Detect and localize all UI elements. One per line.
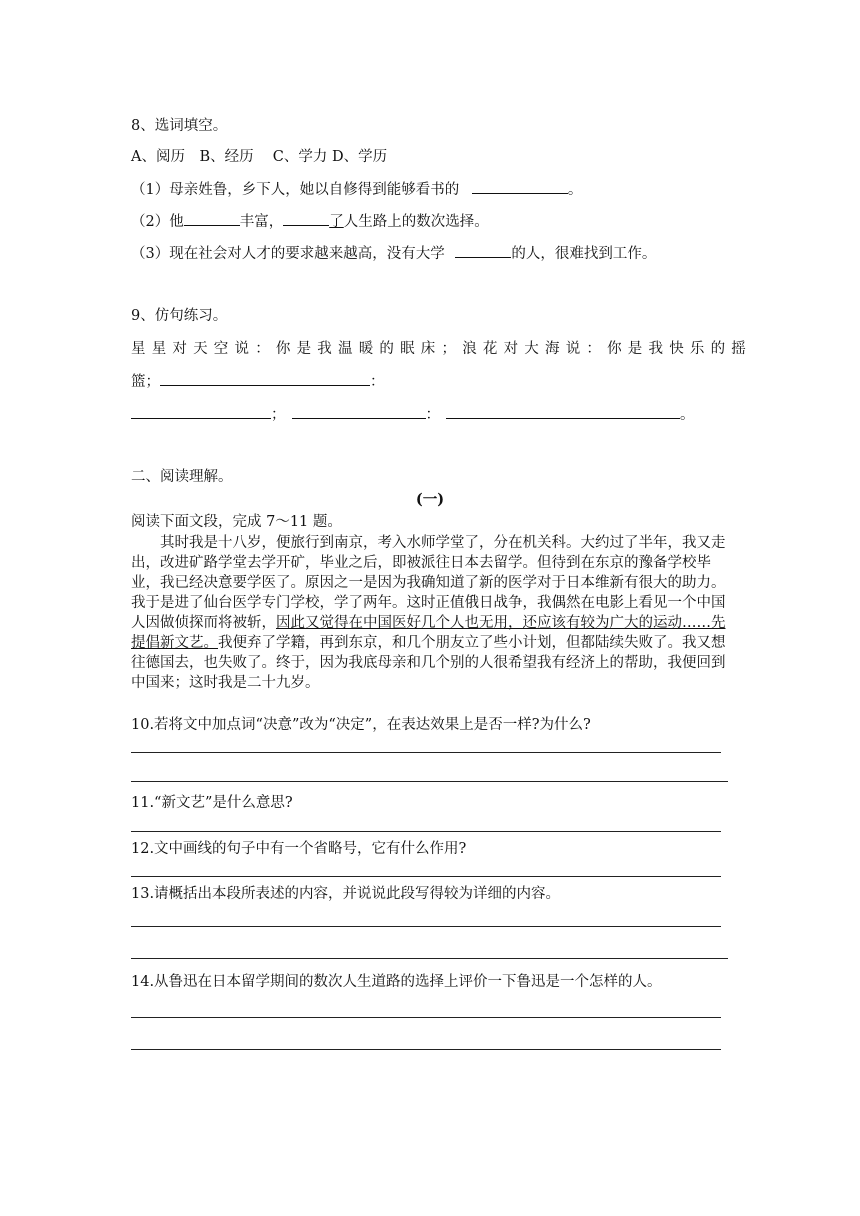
- q8-s2-mid1: 丰富，: [239, 214, 284, 230]
- q9-answer-line-2: [131, 404, 695, 425]
- q8-blank-4[interactable]: [455, 243, 511, 258]
- question-12: 12.文中画线的句子中有一个省略号，它有什么作用?: [131, 841, 467, 857]
- answer-line[interactable]: [131, 1049, 721, 1050]
- q8-blank-3[interactable]: [283, 211, 329, 226]
- q9-period: 。: [680, 407, 695, 423]
- q8-s2-pre: （2）他: [131, 214, 184, 230]
- q8-sentence-2: [131, 211, 489, 232]
- q9-answer-line-1: [131, 371, 385, 392]
- reading-instruction: 阅读下面文段，完成 7～11 题。: [131, 514, 342, 530]
- answer-line[interactable]: [131, 752, 721, 753]
- passage-underlined-sentence: 因此又觉得在中国医好几个人也无用，还应该有较为广大的运动……先提倡新文艺。: [131, 615, 726, 651]
- q9-title: 9、仿句练习。: [131, 308, 228, 324]
- reading-passage: [131, 533, 731, 693]
- q8-blank-1[interactable]: [472, 179, 568, 194]
- q8-s1-post: 。: [567, 182, 583, 198]
- q9-blank-3[interactable]: [292, 404, 426, 419]
- question-10: 10.若将文中加点词“决意”改为“决定”，在表达效果上是否一样?为什么?: [131, 717, 591, 733]
- q8-s2-post: 人生路上的数次选择。: [343, 214, 489, 230]
- question-11: 11.“新文艺”是什么意思?: [131, 795, 293, 811]
- section2-subtitle: (一): [415, 491, 445, 508]
- q8-s3-pre: （3）现在社会对人才的要求越来越高，没有大学: [131, 246, 445, 262]
- q8-s3-post: 的人，很难找到工作。: [511, 246, 657, 262]
- q8-title: 8、选词填空。: [131, 118, 228, 134]
- q9-colon-1: ：: [370, 374, 385, 390]
- answer-line[interactable]: [131, 781, 728, 782]
- q8-blank-2[interactable]: [184, 211, 240, 226]
- q9-semicolon: ；: [271, 407, 286, 423]
- q8-s1-pre: （1）母亲姓鲁，乡下人，她以自修得到能够看书的: [131, 182, 460, 198]
- q9-colon-2: ：: [425, 407, 440, 423]
- q9-blank-1[interactable]: [160, 371, 370, 386]
- q8-sentence-3: [131, 243, 656, 264]
- q9-line2-pre: 篮；: [131, 374, 160, 390]
- q8-options: A、阅历 B、经历 C、学力 D、学历: [131, 149, 388, 165]
- answer-line[interactable]: [131, 831, 721, 832]
- question-13: 13.请概括出本段所表述的内容，并说说此段写得较为详细的内容。: [131, 886, 561, 902]
- answer-line[interactable]: [131, 1017, 721, 1018]
- answer-line[interactable]: [131, 926, 721, 927]
- q8-s2-mid2: 了: [329, 214, 344, 230]
- passage-part-b: 我便弃了学籍，再到东京，和几个朋友立了些小计划，但都陆续失败了。我又想往德国去，也失败了。终于，因为我底母亲和几个别的人很希望我有经济上的帮助，我便回到中国来；这时我是二十九岁。: [131, 635, 726, 691]
- section2-title: 二、阅读理解。: [131, 469, 233, 485]
- passage-part-a: 其时我是十八岁，便旅行到南京，考入水师学堂了，分在机关科。大约过了半年，我又走出，改进矿路学堂去学开矿，毕业之后，即被派往日本去留学。但待到在东京的豫备学校毕业，我已经决意要学医了。原因之一是因为我确知道了新的医学对于日本维新有很大的助力。我于是进了仙台医学专门学校，学了两年。这时正值俄日战争，我偶然在电影上看见一个中国人因做侦探而将被斩，: [131, 535, 726, 631]
- q9-example-line: 星星对天空说：你是我温暖的眠床；浪花对大海说：你是我快乐的摇: [131, 341, 752, 357]
- q9-blank-4[interactable]: [446, 404, 680, 419]
- q9-blank-2[interactable]: [131, 404, 271, 419]
- answer-line[interactable]: [131, 958, 728, 959]
- q8-sentence-1: [131, 179, 582, 200]
- answer-line[interactable]: [131, 876, 721, 877]
- question-14: 14.从鲁迅在日本留学期间的数次人生道路的选择上评价一下鲁迅是一个怎样的人。: [131, 974, 662, 990]
